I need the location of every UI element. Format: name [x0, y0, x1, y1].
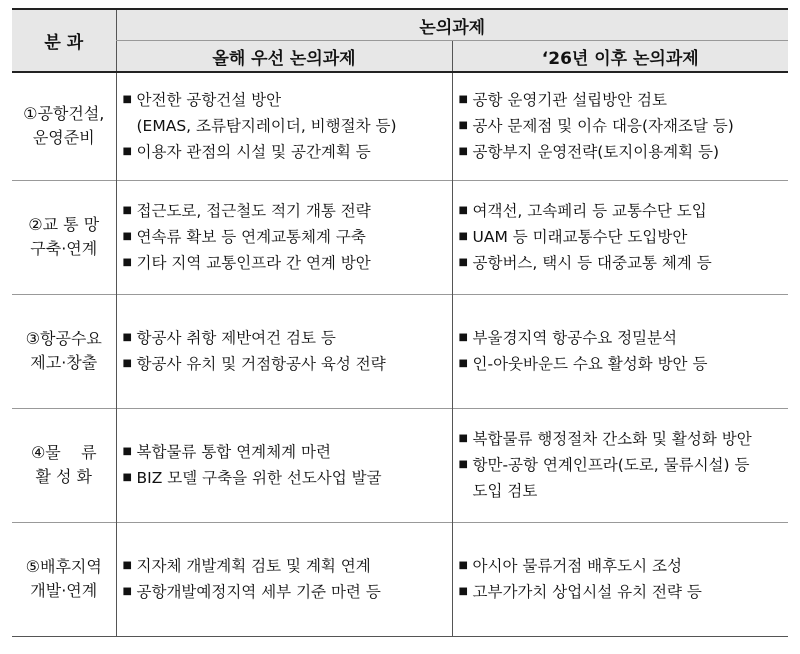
bullet-icon: ■: [458, 257, 468, 268]
bullet-icon: ■: [122, 472, 132, 483]
list-item: ■ 공사 문제점 및 이슈 대응(자재조달 등): [459, 113, 787, 139]
current-tasks-cell: [116, 408, 452, 522]
bullet-icon: ■: [122, 257, 132, 268]
category-line: ④물 류: [30, 443, 97, 462]
list-item: ■ 복합물류 통합 연계체계 마련: [123, 439, 450, 465]
bullet-icon: ■: [122, 94, 132, 106]
category-line: ②교 통 망: [28, 215, 100, 234]
list-item: ■ 여객선, 고속페리 등 교통수단 도입: [459, 198, 787, 224]
table-row: [12, 72, 788, 180]
category-cell: [12, 294, 116, 408]
current-tasks-cell: [116, 522, 452, 636]
bullet-icon: ■: [458, 94, 468, 106]
header-future: ‘26년 이후 논의과제: [452, 41, 788, 73]
bullet-icon: ■: [122, 560, 132, 571]
discussion-task-table: [12, 8, 788, 637]
bullet-icon: ■: [458, 332, 468, 343]
list-item: ■ BIZ 모델 구축을 위한 선도사업 발굴: [123, 465, 450, 491]
list-item: ■ 공항 운영기관 설립방안 검토: [459, 87, 787, 113]
bullet-icon: ■: [458, 120, 468, 132]
future-tasks-cell: [452, 294, 788, 408]
bullet-icon: ■: [122, 205, 132, 216]
list-item: ■ 기타 지역 교통인프라 간 연계 방안: [123, 250, 450, 276]
header-current: 올해 우선 논의과제: [116, 41, 452, 73]
header-category: 분 과: [12, 9, 116, 72]
bullet-icon: ■: [458, 560, 468, 571]
bullet-icon: ■: [458, 146, 468, 158]
bullet-icon: ■: [122, 446, 132, 457]
table-row: [12, 522, 788, 636]
category-line: ③항공수요: [25, 329, 102, 348]
category-cell: [12, 522, 116, 636]
list-item: ■ 접근도로, 접근철도 적기 개통 전략: [123, 198, 450, 224]
list-item: ■ 고부가가치 상업시설 유치 전략 등: [459, 579, 787, 605]
table-row: [12, 180, 788, 294]
bullet-icon: ■: [122, 358, 132, 369]
table-row: [12, 294, 788, 408]
future-tasks-cell: [452, 408, 788, 522]
list-item: ■ 공항부지 운영전략(토지이용계획 등): [459, 139, 787, 165]
current-tasks-cell: [116, 180, 452, 294]
bullet-icon: ■: [458, 459, 468, 470]
header-group: 논의과제: [116, 9, 788, 41]
list-item: ■ 공항버스, 택시 등 대중교통 체계 등: [459, 250, 787, 276]
bullet-icon: ■: [122, 146, 132, 158]
future-tasks-cell: [452, 72, 788, 180]
list-item: ■ 항공사 유치 및 거점항공사 육성 전략: [123, 351, 450, 377]
list-item: ■ 지자체 개발계획 검토 및 계획 연계: [123, 553, 450, 579]
list-item: ■ 항공사 취항 제반여건 검토 등: [123, 325, 450, 351]
category-line: 운영준비: [32, 128, 95, 148]
list-item: ■ 안전한 공항건설 방안: [123, 87, 450, 113]
bullet-icon: ■: [458, 205, 468, 216]
list-item: ■ 부울경지역 항공수요 정밀분석: [459, 325, 787, 351]
table-row: [12, 408, 788, 522]
bullet-icon: ■: [458, 231, 468, 242]
bullet-icon: ■: [458, 358, 468, 369]
category-line: 구축·연계: [30, 239, 98, 258]
category-cell: [12, 72, 116, 180]
list-item: ■ 아시아 물류거점 배후도시 조성: [459, 553, 787, 579]
list-item: ■ 복합물류 행정절차 간소화 및 활성화 방안: [459, 426, 787, 452]
bullet-icon: ■: [122, 231, 132, 242]
category-cell: [12, 408, 116, 522]
category-line: 활 성 화: [35, 467, 93, 486]
list-item: ■ 연속류 확보 등 연계교통체계 구축: [123, 224, 450, 250]
bullet-icon: ■: [458, 433, 468, 444]
list-item-continuation: (EMAS, 조류탐지레이더, 비행절차 등): [136, 117, 397, 136]
list-item: ■ 항만-공항 연계인프라(도로, 물류시설) 등: [459, 452, 787, 478]
list-item-continuation: 도입 검토: [472, 482, 538, 500]
list-item: ■ 인-아웃바운드 수요 활성화 방안 등: [459, 351, 787, 377]
future-tasks-cell: [452, 180, 788, 294]
bullet-icon: ■: [458, 586, 468, 597]
bullet-icon: ■: [122, 332, 132, 343]
list-item: ■ 이용자 관점의 시설 및 공간계획 등: [123, 139, 450, 165]
category-line: ⑤배후지역: [25, 557, 102, 576]
current-tasks-cell: [116, 72, 452, 180]
current-tasks-cell: [116, 294, 452, 408]
category-line: 제고·창출: [30, 353, 98, 372]
list-item: ■ 공항개발예정지역 세부 기준 마련 등: [123, 579, 450, 605]
list-item: ■ UAM 등 미래교통수단 도입방안: [459, 224, 787, 250]
future-tasks-cell: [452, 522, 788, 636]
category-line: 개발·연계: [30, 581, 98, 600]
category-cell: [12, 180, 116, 294]
category-line: ①공항건설,: [23, 104, 105, 124]
bullet-icon: ■: [122, 586, 132, 597]
